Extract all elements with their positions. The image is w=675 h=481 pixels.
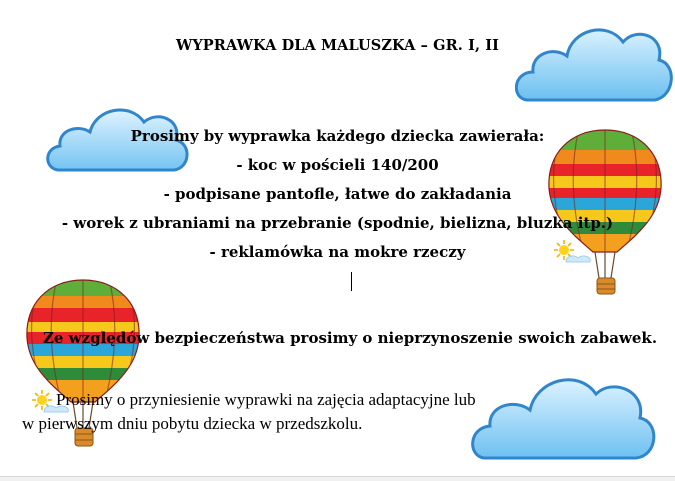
cloud-icon (515, 12, 675, 110)
page-edge (0, 476, 675, 481)
intro-text: Prosimy by wyprawka każdego dziecka zawierała: (130, 127, 545, 145)
notice-line: w pierwszym dniu pobytu dziecka w przedszkolu. (22, 414, 363, 433)
list-item: - koc w pościeli 140/200 (236, 156, 439, 174)
text-cursor (351, 272, 352, 291)
safety-note: Ze względów bezpieczeństwa prosimy o nieprzynoszenie swoich zabawek. (42, 329, 658, 347)
list-item: - reklamówka na mokre rzeczy (209, 243, 466, 261)
notice-paragraph (22, 388, 642, 436)
document-title: WYPRAWKA DLA MALUSZKA – GR. I, II (175, 37, 500, 54)
notice-line: Prosimy o przyniesienie wyprawki na zajęcia adaptacyjne lub (56, 390, 476, 409)
list-item: - worek z ubraniami na przebranie (spodnie, bielizna, bluzka itp.) (61, 214, 614, 232)
list-item: - podpisane pantofle, łatwe do zakładania (163, 185, 512, 203)
